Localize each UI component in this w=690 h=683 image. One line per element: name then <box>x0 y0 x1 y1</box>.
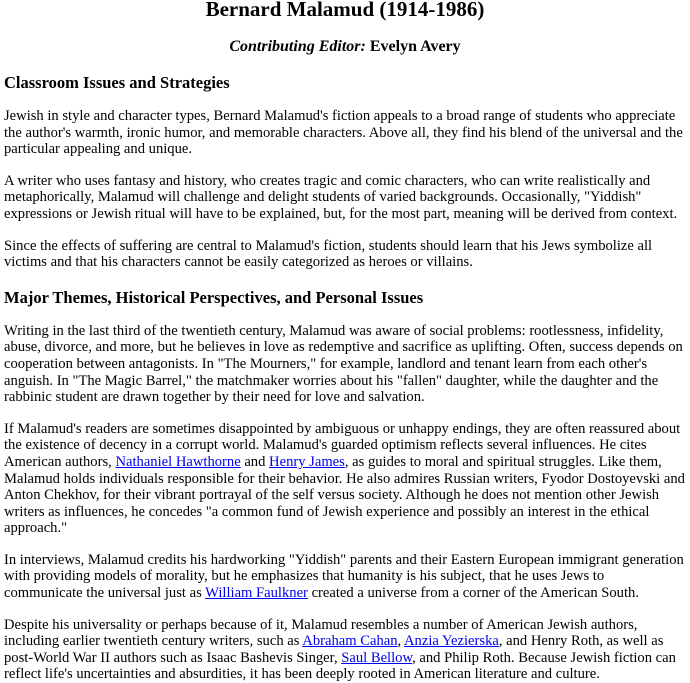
page-title: Bernard Malamud (1914-1986) <box>205 0 485 21</box>
link-nathaniel-hawthorne[interactable]: Nathaniel Hawthorne <box>115 453 241 470</box>
link-abraham-cahan[interactable]: Abraham Cahan <box>302 633 398 650</box>
contributing-editor <box>4 37 686 56</box>
text: If Malamud's readers are sometimes disappointed by ambiguous or unhappy endings, they are often reassured about the existence of decency in a corrupt world. Malamud's guarded optimism reflects several influences. He cites American authors, <box>4 420 681 470</box>
text: created a universe from a corner of the American South. <box>307 585 639 602</box>
paragraph: Since the effects of suffering are central to Malamud's fiction, students should learn that his Jews symbolize all victims and that his characters cannot be easily categorized as heroes or villains. <box>4 237 653 271</box>
paragraph <box>4 552 686 602</box>
link-saul-bellow[interactable]: Saul Bellow <box>341 649 413 666</box>
section-heading-classroom: Classroom Issues and Strategies <box>4 73 230 92</box>
link-william-faulkner[interactable]: William Faulkner <box>205 585 308 602</box>
section-heading-themes: Major Themes, Historical Perspectives, and Personal Issues <box>4 287 424 307</box>
editor-label: Contributing Editor: <box>229 38 366 55</box>
text: In interviews, Malamud credits his hardworking "Yiddish" parents and their Eastern European immigrant generation with providing models of morality, but he emphasizes that humanity is his subject, that he uses Jews to communicate the universal just as <box>4 551 684 602</box>
paragraph: Jewish in style and character types, Bernard Malamud's fiction appeals to a broad range of students who appreciate the author's warmth, ironic humor, and memorable characters. Above all, they find his blend of the universal and the particular appealing and unique. <box>4 108 683 158</box>
text: , <box>397 633 405 650</box>
text: Despite his universality or perhaps because of it, Malamud resembles a number of American Jewish authors, including earlier twentieth century writers, such as <box>4 616 638 650</box>
paragraph <box>4 421 686 537</box>
paragraph: Writing in the last third of the twentieth century, Malamud was aware of social problems: rootlessness, infidelity, abuse, divorce, and more, but he believes in love as redemptive and sacrifice as uplifting. Often, success depends on cooperation between antagonists. In "The Mourners," for example, landlord and tenant learn from each other's anguish. In "The Magic Barrel," the matchmaker worries about his "fallen" daughter, while the daughter and the rabbinic student are drawn together by their need for love and salvation. <box>4 322 683 406</box>
paragraph: A writer who uses fantasy and history, who creates tragic and comic characters, who can write realistically and metaphorically, Malamud will challenge and delight students of varied backgrounds. Occasionally, "Yiddish" expressions or Jewish ritual will have to be explained, but, for the most part, meaning will be derived from context. <box>4 172 678 222</box>
text: , and Henry Roth, as well as post-World War II authors such as Isaac Bashevis Singer, <box>4 633 664 666</box>
editor-name: Evelyn Avery <box>369 38 461 55</box>
paragraph <box>4 617 686 683</box>
text: , as guides to moral and spiritual struggles. Like them, Malamud holds individuals responsible for their behavior. He also admires Russian writers, Fyodor Dostoyevski and Anton Chekhov, for their vibrant portrayal of the self versus society. Although he does not mention other Jewish writers as influences, he concedes "a common fund of Jewish experience and possibly an interest in the ethical approach." <box>4 453 685 537</box>
link-henry-james[interactable]: Henry James <box>269 453 345 470</box>
text: , and Philip Roth. Because Jewish fiction can reflect life's uncertainties and absurdities, it has been deeply rooted in American literature and culture. <box>4 649 676 683</box>
text: and <box>240 453 270 470</box>
link-anzia-yezierska[interactable]: Anzia Yezierska <box>404 633 499 650</box>
